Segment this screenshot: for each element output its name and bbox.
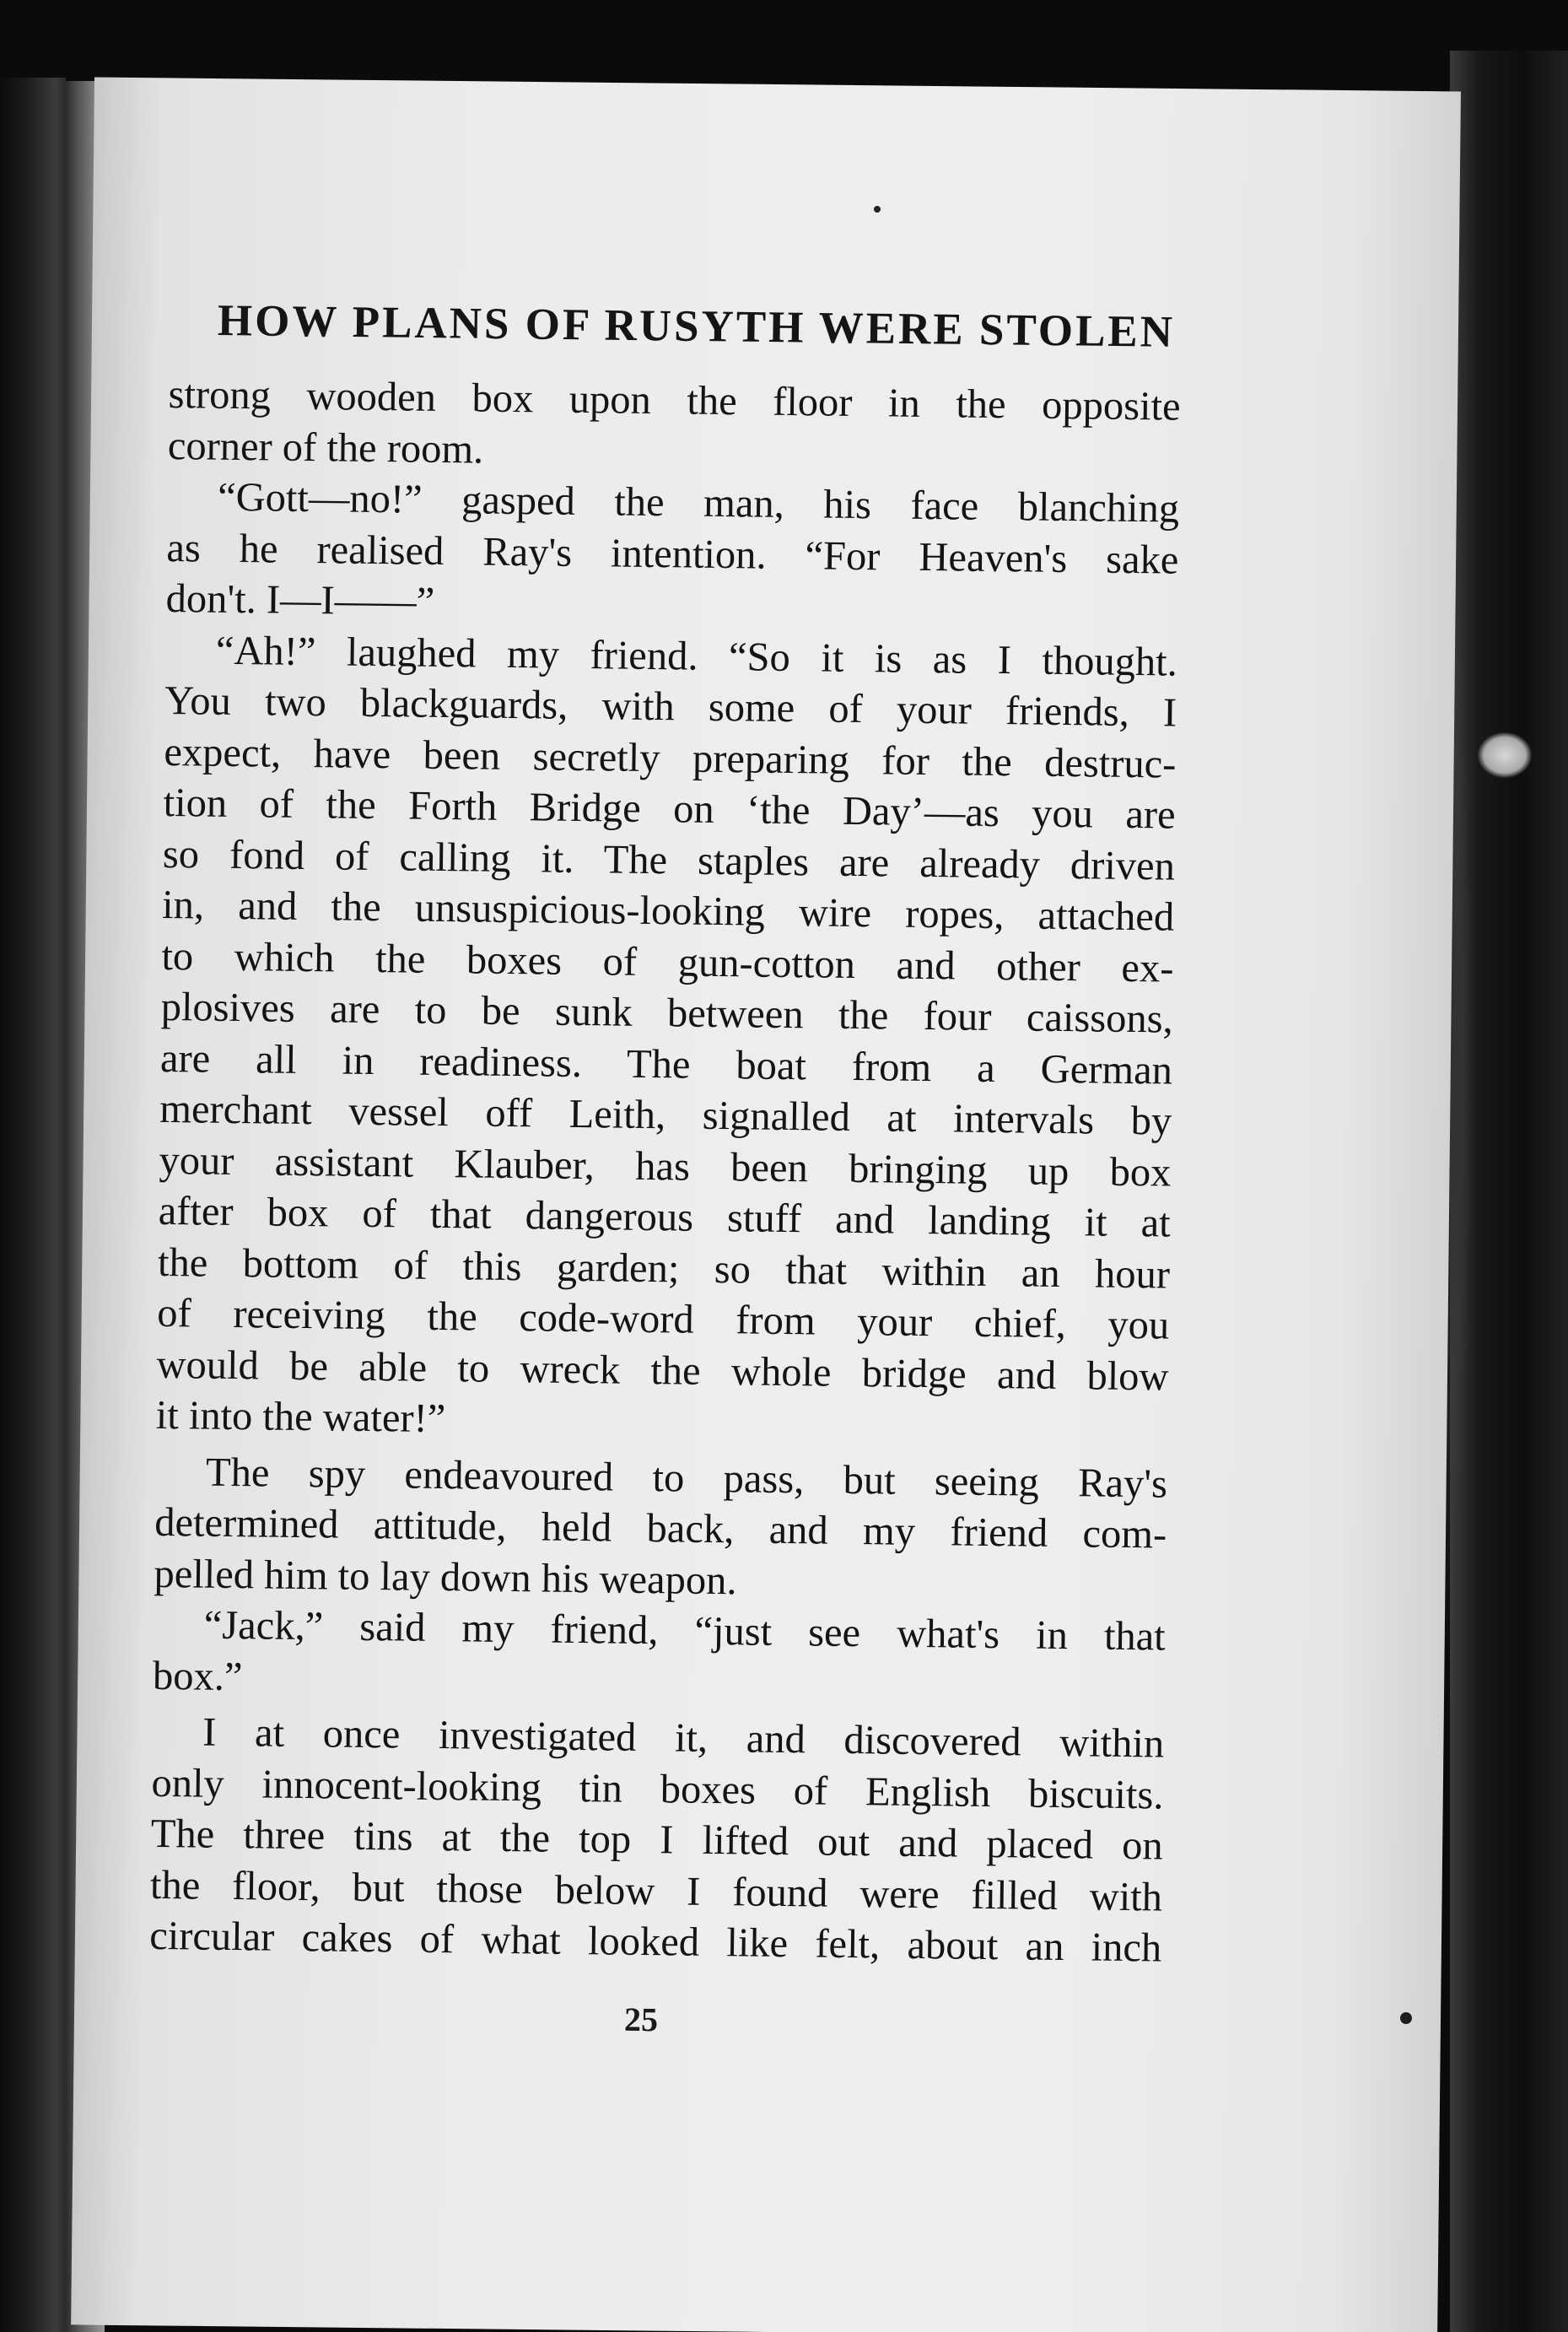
text-line: plosives are to be sunk between the four caissons, [160, 984, 1174, 1042]
text-line: don't. I—I——” [165, 575, 435, 624]
text-line: “Ah!” laughed my friend. “So it is as I thought. [215, 628, 1178, 685]
text-line: after box of that dangerous stuff and landing it at [158, 1188, 1172, 1246]
text-line: in, and the unsuspicious-looking wire ropes, attached [161, 882, 1175, 940]
text-line: to which the boxes of gun-cotton and other ex- [161, 933, 1174, 991]
text-line: circular cakes of what looked like felt, about an inch [148, 1913, 1162, 1971]
text-line: it into the water!” [155, 1392, 446, 1442]
text-line: as he realised Ray's intention. “For Heaven's sake [166, 525, 1179, 583]
text-line: “Jack,” said my friend, “just see what's in that [203, 1602, 1167, 1660]
body-text [149, 370, 1181, 1974]
text-line: merchant vessel off Leith, signalled at intervals by [159, 1086, 1172, 1144]
text-line: the floor, but those below I found were filled with [149, 1862, 1163, 1920]
text-line: I at once investigated it, and discovered within [202, 1709, 1165, 1767]
text-line: the bottom of this garden; so that within an hour [157, 1239, 1171, 1298]
page-number: 25 [623, 2000, 659, 2039]
text-line: expect, have been secretly preparing for the destruc- [164, 729, 1177, 787]
text-line: “Gott—no!” gasped the man, his face blanching [217, 474, 1180, 532]
text-line: The three tins at the top I lifted out and placed on [150, 1811, 1164, 1869]
text-line: The spy endeavoured to pass, but seeing Ray's [205, 1449, 1168, 1507]
text-line: pelled him to lay down his weapon. [154, 1551, 737, 1603]
text-line: tion of the Forth Bridge on ‘the Day’—as you are [163, 780, 1176, 838]
ink-speck [874, 206, 881, 213]
text-line: of receiving the code-word from your chief, you [157, 1290, 1170, 1348]
text-line: your assistant Klauber, has been bringing up box [159, 1137, 1172, 1196]
running-head: HOW PLANS OF RUSYTH WERE STOLEN [217, 296, 1176, 357]
facing-page-edge [0, 78, 66, 2332]
paper-tear-mark [1478, 732, 1532, 778]
text-line: so fond of calling it. The staples are already driven [162, 831, 1176, 889]
text-line: strong wooden box upon the floor in the opposite [168, 371, 1181, 429]
text-line: would be able to wreck the whole bridge and blow [156, 1341, 1169, 1400]
text-line: determined attitude, held back, and my friend com- [154, 1499, 1167, 1557]
text-line: box.” [152, 1653, 243, 1699]
text-line: only innocent-looking tin boxes of English biscuits. [151, 1760, 1164, 1818]
text-line: are all in readiness. The boat from a German [159, 1035, 1173, 1093]
text-line: corner of the room. [167, 423, 484, 472]
text-line: You two blackguards, with some of your friends, I [164, 677, 1177, 736]
ink-speck [1400, 2012, 1412, 2024]
